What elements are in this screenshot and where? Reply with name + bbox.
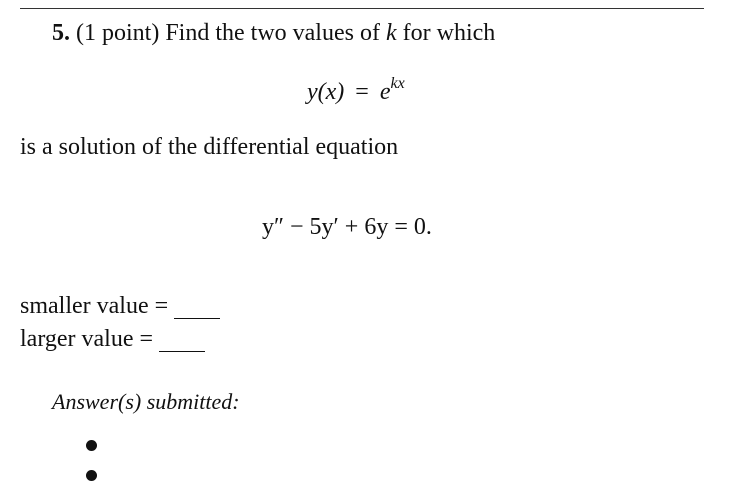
larger-value-input[interactable] [159, 333, 205, 352]
problem-variable: k [385, 20, 397, 46]
larger-value-row [20, 324, 205, 354]
smaller-value-label: smaller value [20, 293, 149, 319]
differential-equation: y″ − 5y′ + 6y = 0. [262, 214, 432, 240]
body-text: is a solution of the differential equation [20, 134, 399, 160]
problem-number: 5. [52, 20, 70, 46]
smaller-value-row [20, 291, 220, 321]
larger-value-equals: = [139, 326, 154, 352]
equation-equals: = [355, 79, 369, 105]
smaller-value-input[interactable] [174, 300, 220, 319]
equation-exponent: kx [390, 75, 405, 92]
equation-lhs: y(x) [307, 79, 345, 105]
equation-base: e [379, 79, 391, 105]
top-divider [20, 8, 704, 9]
larger-value-label: larger value [20, 326, 134, 352]
submitted-answer-bullet-icon [86, 470, 97, 481]
submitted-answer-bullet-icon [86, 440, 97, 451]
problem-tail-text: for which [402, 20, 496, 46]
problem-statement [52, 17, 495, 49]
answers-submitted-label: Answer(s) submitted: [52, 389, 240, 414]
smaller-value-equals: = [154, 293, 169, 319]
solution-equation [307, 76, 405, 111]
problem-points-text: (1 point) Find the two values of [76, 20, 380, 46]
